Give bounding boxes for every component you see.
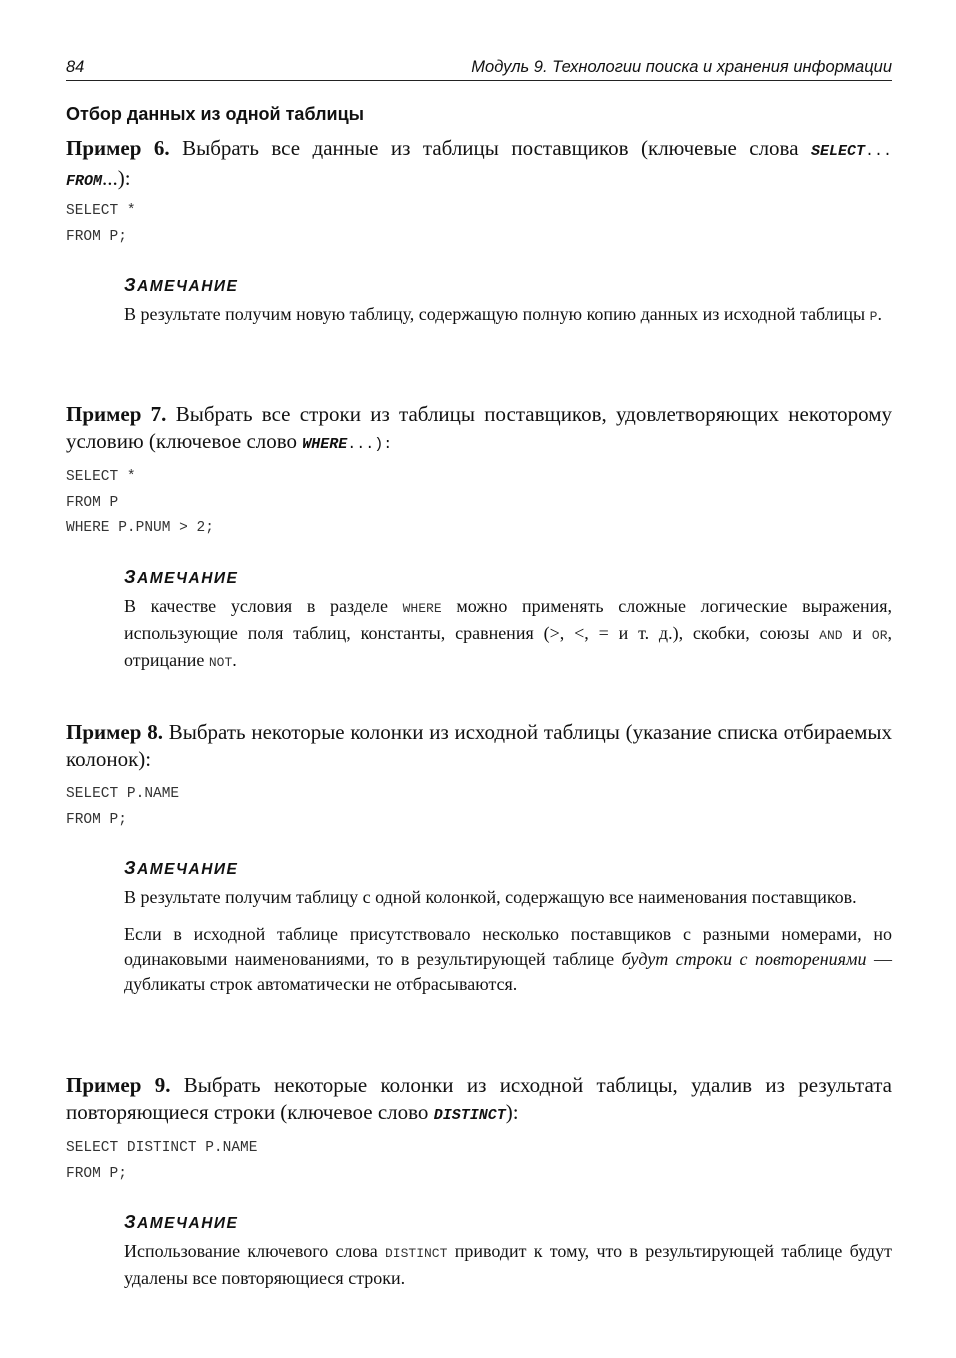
- page-number: 84: [66, 58, 85, 76]
- code-line: SELECT P.NAME: [66, 786, 180, 802]
- example-lead: Пример 6.: [66, 136, 170, 160]
- code-line: WHERE P.PNUM > 2;: [66, 520, 214, 536]
- keyword-select: SELECT: [810, 143, 865, 160]
- example-lead: Пример 7.: [66, 402, 167, 426]
- code-block-6: [66, 199, 136, 250]
- example-6: Пример 6. Выбрать все данные из таблицы поставщиков (ключевые слова SELECT... FROM...):: [66, 136, 893, 190]
- note-9: [124, 1212, 892, 1303]
- code-line: FROM P;: [66, 228, 127, 245]
- note-7: [124, 567, 892, 687]
- note-text: В результате получим таблицу с одной колонкой, содержащую все наименования поставщиков.: [124, 887, 857, 907]
- code-line: FROM P: [66, 494, 119, 511]
- note-title: ЗАМЕЧАНИЕ: [124, 1212, 239, 1232]
- code-line: SELECT *: [66, 469, 136, 485]
- section-title: Отбор данных из одной таблицы: [66, 104, 365, 124]
- running-header: [66, 56, 892, 81]
- code-line: FROM P;: [66, 1165, 127, 1182]
- note-title: ЗАМЕЧАНИЕ: [124, 275, 239, 295]
- note-text: Использование ключевого слова DISTINCT приводит к тому, что в результирующей таблице будут удалены все повторяющиеся строки.: [124, 1241, 892, 1288]
- note-6: [124, 275, 892, 341]
- note-text: Если в исходной таблице присутствовало несколько поставщиков с разными номерами, но одинаковыми наименованиями, то в результирующей таблице будут строки с повторениями — дубликаты строк автоматически не отбрасываются.: [124, 924, 892, 994]
- code-line: SELECT DISTINCT P.NAME: [66, 1140, 258, 1156]
- keyword-from: FROM: [66, 173, 103, 190]
- note-8: [124, 858, 892, 1009]
- note-text: В результате получим новую таблицу, содержащую полную копию данных из исходной таблицы P.: [124, 304, 882, 324]
- example-lead: Пример 8.: [66, 720, 163, 744]
- code-block-8: [66, 782, 179, 833]
- example-7: Пример 7. Выбрать все строки из таблицы поставщиков, удовлетворяющих некоторому условию (ключевое слово WHERE...):: [66, 402, 892, 453]
- code-line: FROM P;: [66, 811, 127, 828]
- note-text: В качестве условия в разделе WHERE можно применять сложные логические выражения, использующие поля таблиц, константы, сравнения (>, <, = и т. д.), скобки, союзы AND и OR, отрицание NOT.: [124, 596, 892, 670]
- note-title: ЗАМЕЧАНИЕ: [124, 858, 239, 878]
- example-8: Пример 8. Выбрать некоторые колонки из исходной таблицы (указание списка отбираемых колонок):: [66, 720, 893, 771]
- example-lead: Пример 9.: [66, 1073, 171, 1097]
- example-9: Пример 9. Выбрать некоторые колонки из исходной таблицы, удалив из результата повторяющиеся строки (ключевое слово DISTINCT):: [66, 1073, 892, 1124]
- code-block-7: [66, 465, 214, 542]
- code-line: SELECT *: [66, 203, 136, 219]
- keyword-where: WHERE: [302, 436, 348, 453]
- keyword-distinct: DISTINCT: [433, 1107, 506, 1124]
- code-block-9: [66, 1136, 257, 1187]
- note-title: ЗАМЕЧАНИЕ: [124, 567, 239, 587]
- chapter-title: Модуль 9. Технологии поиска и хранения информации: [471, 58, 892, 76]
